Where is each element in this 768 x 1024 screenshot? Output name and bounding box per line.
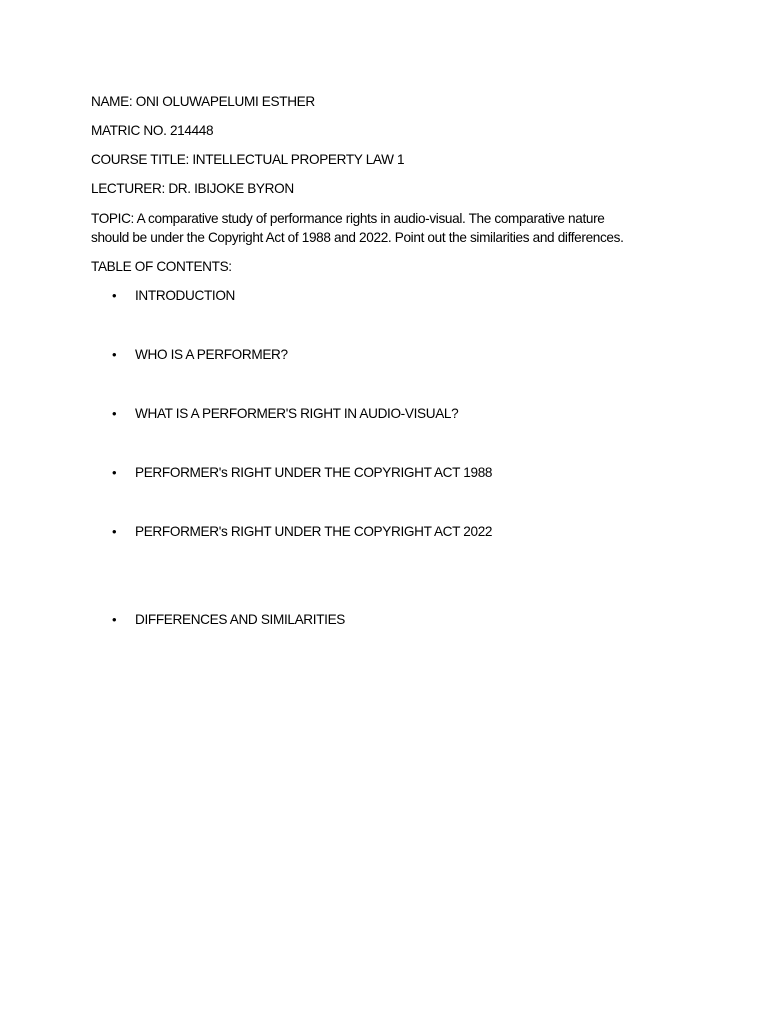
toc-item-label: DIFFERENCES AND SIMILARITIES — [135, 612, 346, 627]
bullet-icon: • — [112, 406, 117, 421]
toc-heading: TABLE OF CONTENTS: — [91, 259, 232, 274]
topic-line-2: should be under the Copyright Act of 1988 and 2022. Point out the similarities and differences. — [91, 230, 624, 245]
lecturer-name: LECTURER: DR. IBIJOKE BYRON — [91, 181, 294, 196]
toc-item-label: INTRODUCTION — [135, 288, 236, 303]
toc-item-label: PERFORMER's RIGHT UNDER THE COPYRIGHT ACT 2022 — [135, 524, 493, 539]
topic-line-1: TOPIC: A comparative study of performance rights in audio-visual. The comparative nature — [91, 211, 605, 226]
matric-number: MATRIC NO. 214448 — [91, 123, 214, 138]
toc-item-label: WHAT IS A PERFORMER'S RIGHT IN AUDIO-VISUAL? — [135, 406, 459, 421]
bullet-icon: • — [112, 612, 117, 627]
bullet-icon: • — [112, 288, 117, 303]
topic-paragraph — [91, 209, 691, 247]
toc-item-label: WHO IS A PERFORMER? — [135, 347, 288, 362]
toc-item-label: PERFORMER's RIGHT UNDER THE COPYRIGHT ACT 1988 — [135, 465, 493, 480]
student-name: NAME: ONI OLUWAPELUMI ESTHER — [91, 94, 315, 109]
bullet-icon: • — [112, 524, 117, 539]
course-title: COURSE TITLE: INTELLECTUAL PROPERTY LAW 1 — [91, 152, 405, 167]
bullet-icon: • — [112, 347, 117, 362]
bullet-icon: • — [112, 465, 117, 480]
